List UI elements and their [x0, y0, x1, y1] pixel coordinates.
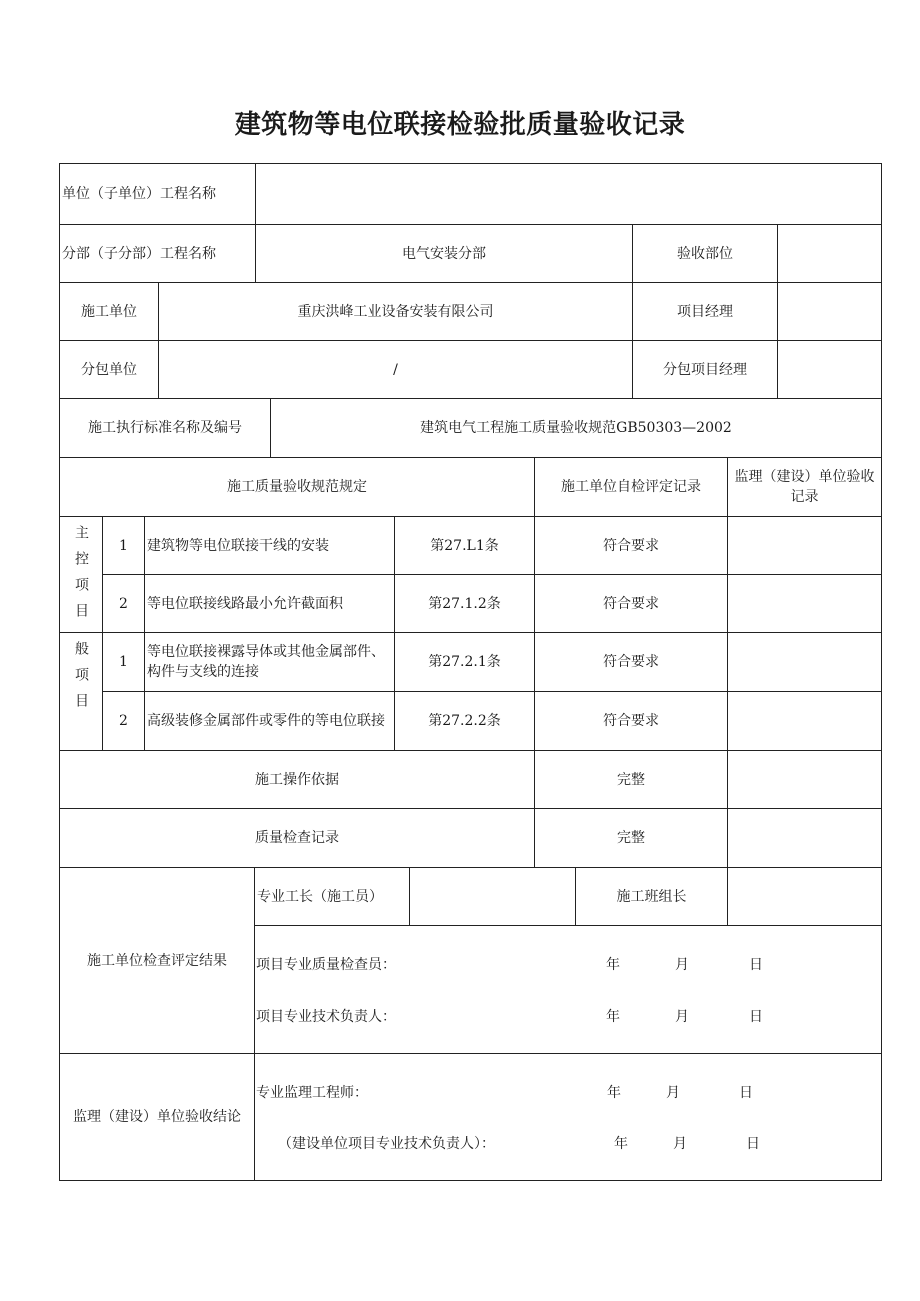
inspector-month: 月: [675, 957, 689, 973]
main-items-label: [60, 517, 103, 633]
tech-lead-month: 月: [675, 1009, 689, 1025]
owner-day: 日: [746, 1136, 760, 1152]
main-item-1-no: 1: [103, 517, 145, 575]
engineer-year: 年: [607, 1085, 621, 1101]
unit-project-value[interactable]: [256, 164, 881, 225]
general-items-label: [60, 633, 103, 751]
engineer-month: 月: [666, 1085, 680, 1101]
inspector-label: 项目专业质量检查员：: [256, 957, 396, 973]
supervision-column-header: 监理（建设）单位验收记录: [728, 458, 881, 517]
general-item-2-supervision[interactable]: [728, 692, 881, 751]
owner-year: 年: [614, 1136, 628, 1152]
main-item-2-clause: 第27.1.2条: [395, 575, 535, 633]
tech-lead-day: 日: [749, 1009, 763, 1025]
main-item-2-desc: 等电位联接线路最小允许截面积: [145, 575, 395, 633]
basis-value[interactable]: 完整: [535, 751, 728, 809]
basis-supervision[interactable]: [728, 751, 881, 809]
owner-month: 月: [673, 1136, 687, 1152]
project-manager-value[interactable]: [778, 283, 881, 341]
sub-project-value[interactable]: 电气安装分部: [256, 225, 633, 283]
general-item-2-result[interactable]: 符合要求: [535, 692, 728, 751]
inspection-record-table: [59, 163, 882, 1181]
engineer-day: 日: [739, 1085, 753, 1101]
main-item-1-result[interactable]: 符合要求: [535, 517, 728, 575]
quality-record-label: 质量检查记录: [60, 809, 535, 868]
contractor-value[interactable]: 重庆洪峰工业设备安装有限公司: [159, 283, 633, 341]
foreman-value[interactable]: [410, 868, 576, 926]
spec-column-header: 施工质量验收规范规定: [60, 458, 535, 517]
subcontractor-label: 分包单位: [60, 341, 159, 399]
acceptance-part-value[interactable]: [778, 225, 881, 283]
basis-label: 施工操作依据: [60, 751, 535, 809]
owner-label: （建设单位项目专业技术负责人）：: [278, 1136, 495, 1152]
standard-label: 施工执行标准名称及编号: [60, 399, 271, 458]
supervision-signature-area: [255, 1054, 881, 1180]
page-title: 建筑物等电位联接检验批质量验收记录: [234, 110, 686, 140]
main-item-2-result[interactable]: 符合要求: [535, 575, 728, 633]
general-item-2-no: 2: [103, 692, 145, 751]
team-leader-label: 施工班组长: [576, 868, 728, 926]
main-items-label-text: 主控项目: [73, 525, 89, 629]
main-item-1-desc: 建筑物等电位联接干线的安装: [145, 517, 395, 575]
contractor-label: 施工单位: [60, 283, 159, 341]
general-item-1-clause: 第27.2.1条: [395, 633, 535, 692]
quality-record-value[interactable]: 完整: [535, 809, 728, 868]
general-items-label-text: 般项目: [73, 641, 89, 719]
contractor-check-label: 施工单位检查评定结果: [60, 868, 255, 1054]
inspector-year: 年: [606, 957, 620, 973]
main-item-1-clause: 第27.L1条: [395, 517, 535, 575]
unit-project-label: 单位（子单位）工程名称: [60, 164, 256, 225]
main-item-1-supervision[interactable]: [728, 517, 881, 575]
subcontractor-value[interactable]: /: [159, 341, 633, 399]
team-leader-value[interactable]: [728, 868, 881, 926]
main-item-2-no: 2: [103, 575, 145, 633]
general-item-1-no: 1: [103, 633, 145, 692]
sub-project-label: 分部（子分部）工程名称: [60, 225, 256, 283]
sub-pm-value[interactable]: [778, 341, 881, 399]
general-item-1-supervision[interactable]: [728, 633, 881, 692]
inspector-day: 日: [749, 957, 763, 973]
general-item-1-desc: 等电位联接裸露导体或其他金属部件、构件与支线的连接: [145, 633, 395, 692]
supervision-conclusion-label: 监理（建设）单位验收结论: [60, 1054, 255, 1180]
project-manager-label: 项目经理: [633, 283, 778, 341]
engineer-label: 专业监理工程师：: [256, 1085, 368, 1101]
sub-pm-label: 分包项目经理: [633, 341, 778, 399]
foreman-label: 专业工长（施工员）: [255, 868, 410, 926]
contractor-signature-area: [255, 926, 881, 1054]
tech-lead-year: 年: [606, 1009, 620, 1025]
main-item-2-supervision[interactable]: [728, 575, 881, 633]
standard-value[interactable]: 建筑电气工程施工质量验收规范GB50303—2002: [271, 399, 881, 458]
tech-lead-label: 项目专业技术负责人：: [256, 1009, 396, 1025]
quality-record-supervision[interactable]: [728, 809, 881, 868]
self-check-column-header: 施工单位自检评定记录: [535, 458, 728, 517]
acceptance-part-label: 验收部位: [633, 225, 778, 283]
general-item-2-clause: 第27.2.2条: [395, 692, 535, 751]
general-item-1-result[interactable]: 符合要求: [535, 633, 728, 692]
general-item-2-desc: 高级装修金属部件或零件的等电位联接: [145, 692, 395, 751]
